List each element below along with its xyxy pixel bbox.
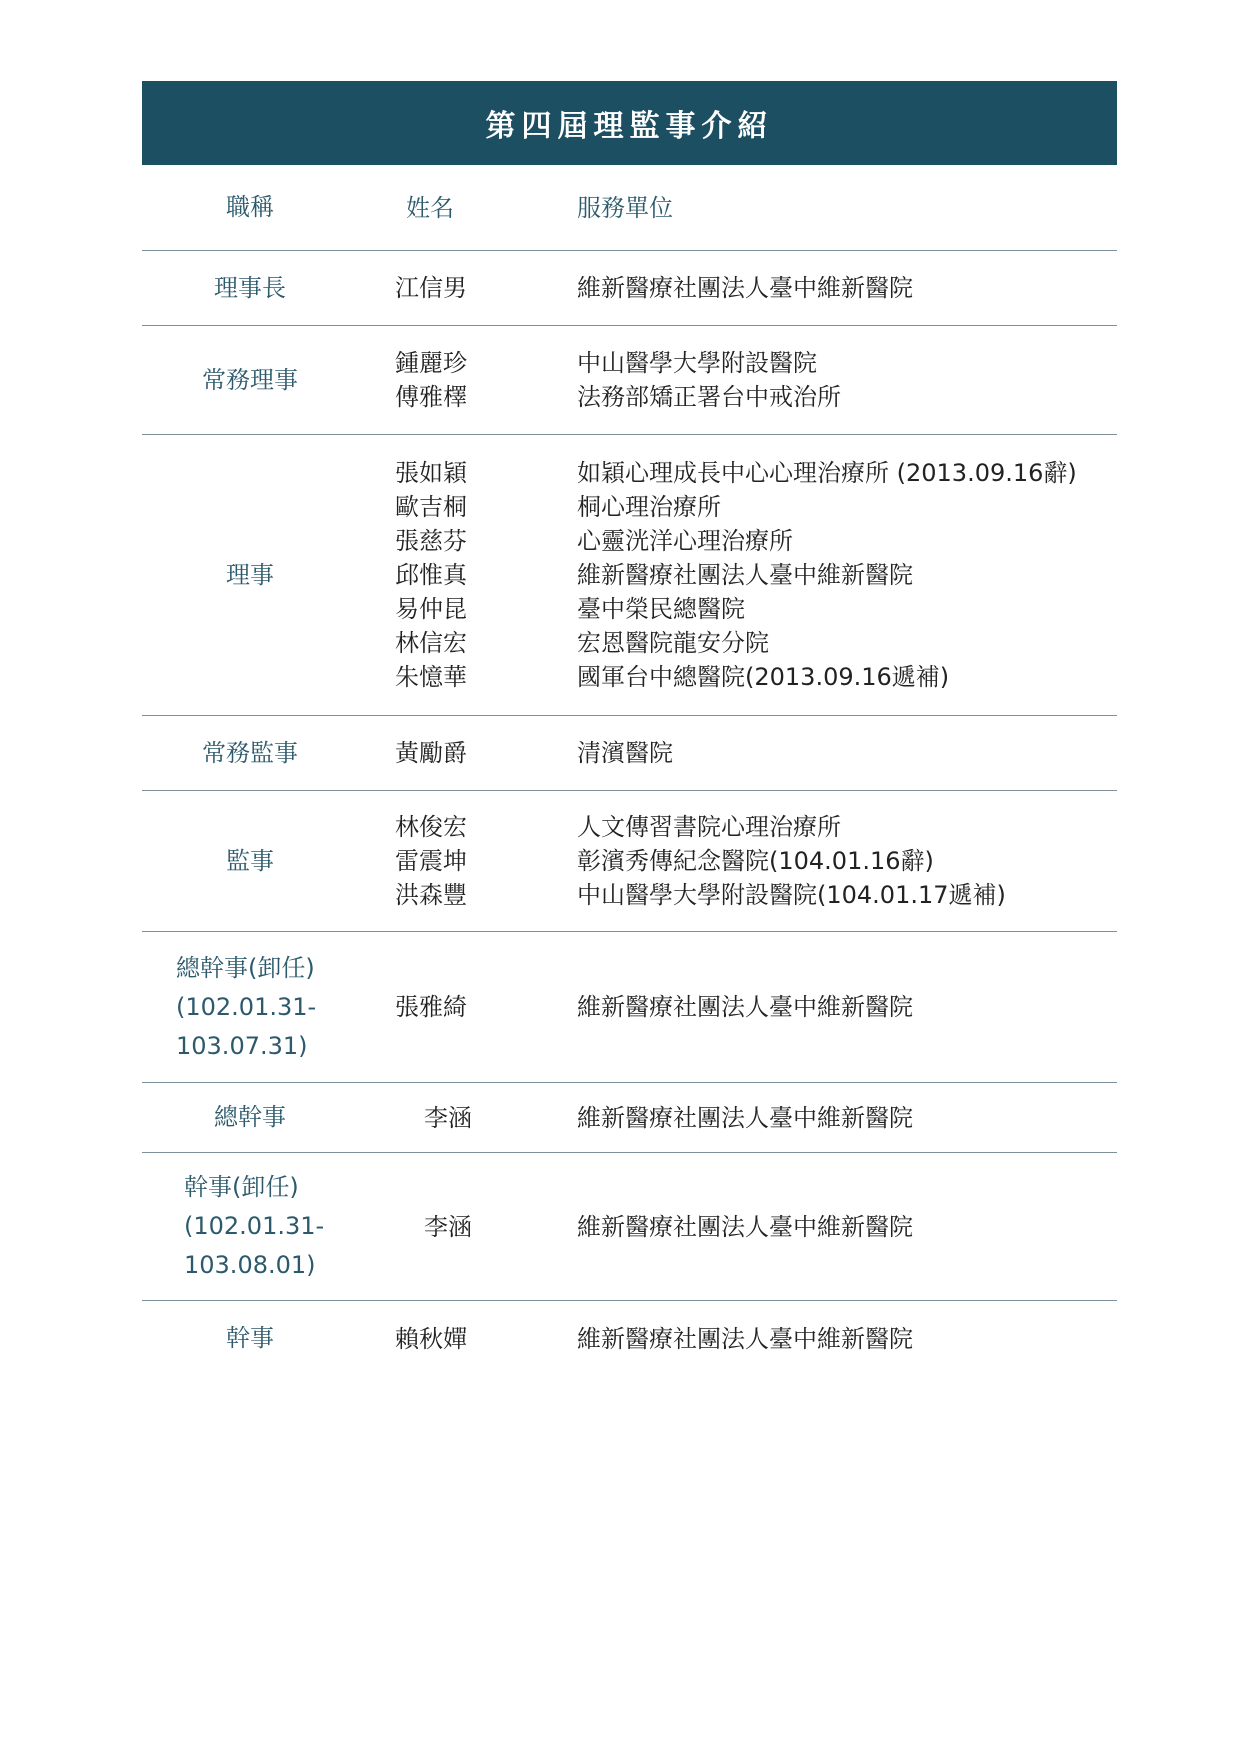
member-units: 維新醫療社團法人臺中維新醫院: [577, 993, 913, 1021]
table-header: [142, 165, 1117, 251]
table-row: [142, 932, 1117, 1083]
table-row: [142, 1083, 1117, 1153]
table-row: [142, 435, 1117, 716]
position-title: 常務理事: [202, 365, 298, 394]
member-units: 維新醫療社團法人臺中維新醫院: [577, 1103, 913, 1132]
member-names: 李涵: [424, 1103, 472, 1132]
member-names: 賴秋嬋: [395, 1324, 467, 1353]
table-row: [142, 251, 1117, 326]
position-title: 幹事(卸任) (102.01.31- 103.08.01): [184, 1173, 325, 1279]
position-title: 理事長: [214, 273, 286, 302]
member-units: 如穎心理成長中心心理治療所 (2013.09.16辭) 桐心理治療所 心靈洸洋心理治療所 維新醫療社團法人臺中維新醫院 臺中榮民總醫院 宏恩醫院龍安分院 國軍台中總醫院(2013.09.16遞補): [577, 459, 1077, 691]
member-units: 人文傳習書院心理治療所 彰濱秀傳紀念醫院(104.01.16辭) 中山醫學大學附設醫院(104.01.17遞補): [577, 813, 1006, 909]
position-title: 監事: [226, 846, 274, 875]
member-units: 維新醫療社團法人臺中維新醫院: [577, 1324, 913, 1353]
member-names: 林俊宏 雷震坤 洪森豐: [395, 813, 467, 909]
member-names: 張如穎 歐吉桐 張慈芬 邱惟真 易仲昆 林信宏 朱憶華: [395, 459, 467, 691]
member-names: 黃勵爵: [395, 739, 467, 767]
table-row: [142, 1301, 1117, 1376]
position-title: 理事: [226, 560, 274, 589]
table-row: [142, 716, 1117, 791]
header-unit: 服務單位: [577, 193, 673, 222]
member-names: 江信男: [395, 274, 467, 302]
member-names: 張雅綺: [395, 993, 467, 1021]
position-title: 總幹事(卸任) (102.01.31- 103.07.31): [176, 953, 317, 1060]
position-title: 總幹事: [214, 1103, 286, 1131]
header-title: 職稱: [226, 193, 274, 221]
member-names: 鍾麗珍 傅雅檡: [395, 349, 467, 411]
header-name: 姓名: [406, 193, 454, 222]
table-row: [142, 1153, 1117, 1301]
member-units: 中山醫學大學附設醫院 法務部矯正署台中戒治所: [577, 349, 841, 411]
member-units: 維新醫療社團法人臺中維新醫院: [577, 1212, 913, 1241]
table-row: [142, 326, 1117, 435]
position-title: 幹事: [226, 1324, 274, 1352]
page-title: 第四屆理監事介紹: [142, 81, 1117, 165]
document-page: [142, 81, 1117, 1376]
position-title: 常務監事: [202, 738, 298, 767]
member-units: 維新醫療社團法人臺中維新醫院: [577, 274, 913, 302]
table-row: [142, 791, 1117, 932]
member-names: 李涵: [424, 1212, 472, 1241]
member-units: 清濱醫院: [577, 739, 673, 767]
